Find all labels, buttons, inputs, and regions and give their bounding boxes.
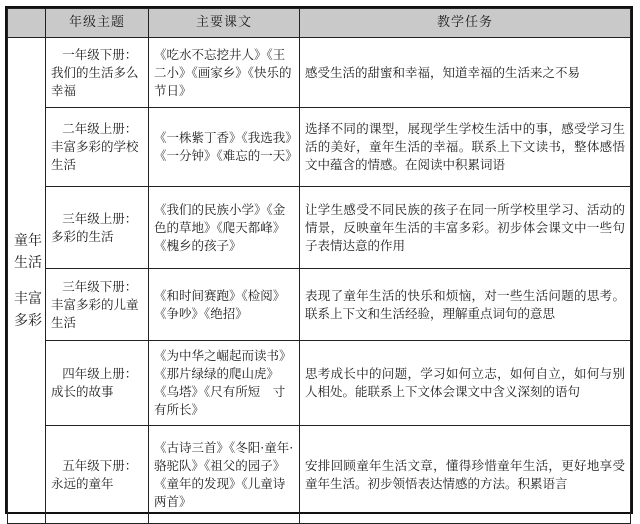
theme-cell <box>8 38 46 524</box>
grade-label: 四年级上册： <box>62 366 138 381</box>
teaching-task-cell: 让学生感受不同民族的孩子在同一所学校里学习、活动的情景，反映童年生活的丰富多彩。初步体会课文中一些句子表情达意的作用 <box>300 187 631 269</box>
teaching-task-cell: 思考成长中的问题，学习如何立志，如何自立，如何与别人相处。能联系上下文体会课文中含义深刻的语句 <box>300 341 631 426</box>
grade-topic: 成长的故事 <box>51 384 114 399</box>
grade-topic-cell <box>46 38 149 108</box>
table-row <box>8 38 631 108</box>
grade-topic: 多彩的生活 <box>51 228 114 244</box>
main-texts-cell: 《吃水不忘挖井人》《王二小》《画家乡》《快乐的节日》 <box>149 38 300 108</box>
curriculum-table <box>7 8 631 524</box>
teaching-task-cell: 感受生活的甜蜜和幸福，知道幸福的生活来之不易 <box>300 38 631 108</box>
main-texts-cell: 《古诗三首》《冬阳·童年·骆驼队》《祖父的园子》《童年的发现》《儿童诗两首》 <box>149 426 300 524</box>
main-texts-cell: 《为中华之崛起而读书》《那片绿绿的爬山虎》《乌塔》《尺有所短 寸有所长》 <box>149 341 300 426</box>
header-teaching-tasks: 教学任务 <box>300 9 631 38</box>
theme-line: 多彩 <box>14 312 42 329</box>
main-texts-cell: 《我们的民族小学》《金色的草地》《爬天都峰》《槐乡的孩子》 <box>149 187 300 269</box>
grade-topic: 永远的童年 <box>51 475 114 491</box>
theme-line: 生活 <box>14 254 42 271</box>
grade-label: 三年级上册： <box>62 210 138 226</box>
theme-line: 童年 <box>14 232 42 249</box>
teaching-task-cell: 选择不同的课型，展现学生学校生活中的事，感受学习生活的美好，童年生活的幸福。联系上下文读书，整体感悟文中蕴含的情感。在阅读中积累词语 <box>300 108 631 187</box>
teaching-task-cell: 安排回顾童年生活文章，懂得珍惜童年生活，更好地享受童年生活。初步领悟表达情感的方法。积累语言 <box>300 426 631 524</box>
table-row <box>8 341 631 426</box>
grade-label: 二年级上册： <box>62 121 138 136</box>
main-texts-cell: 《和时间赛跑》《检阅》《争吵》《绝招》 <box>149 269 300 341</box>
grade-topic-cell <box>46 426 149 524</box>
grade-topic-cell <box>46 187 149 269</box>
teaching-task-cell: 表现了童年生活的快乐和烦恼，对一些生活问题的思考。联系上下文和生活经验，理解重点词句的意思 <box>300 269 631 341</box>
grade-topic: 丰富多彩的学校生活 <box>51 139 139 172</box>
main-texts-cell: 《一株紫丁香》《我选我》《一分钟》《难忘的一天》 <box>149 108 300 187</box>
grade-topic-cell <box>46 108 149 187</box>
grade-label: 五年级下册： <box>62 457 138 473</box>
table-row <box>8 426 631 524</box>
grade-topic: 丰富多彩的儿童生活 <box>51 296 139 330</box>
header-blank <box>8 9 46 38</box>
grade-topic: 我们的生活多么幸福 <box>51 64 139 98</box>
theme-line: 丰富 <box>14 290 42 307</box>
header-main-texts: 主要课文 <box>149 9 300 38</box>
table-row <box>8 269 631 341</box>
table-row <box>8 187 631 269</box>
curriculum-table-frame <box>5 6 633 514</box>
grade-topic-cell <box>46 341 149 426</box>
header-row <box>8 9 631 38</box>
grade-label: 一年级下册： <box>62 46 138 62</box>
header-grade-topic: 年级主题 <box>46 9 149 38</box>
grade-topic-cell <box>46 269 149 341</box>
grade-label: 三年级下册： <box>62 278 138 294</box>
table-row <box>8 108 631 187</box>
